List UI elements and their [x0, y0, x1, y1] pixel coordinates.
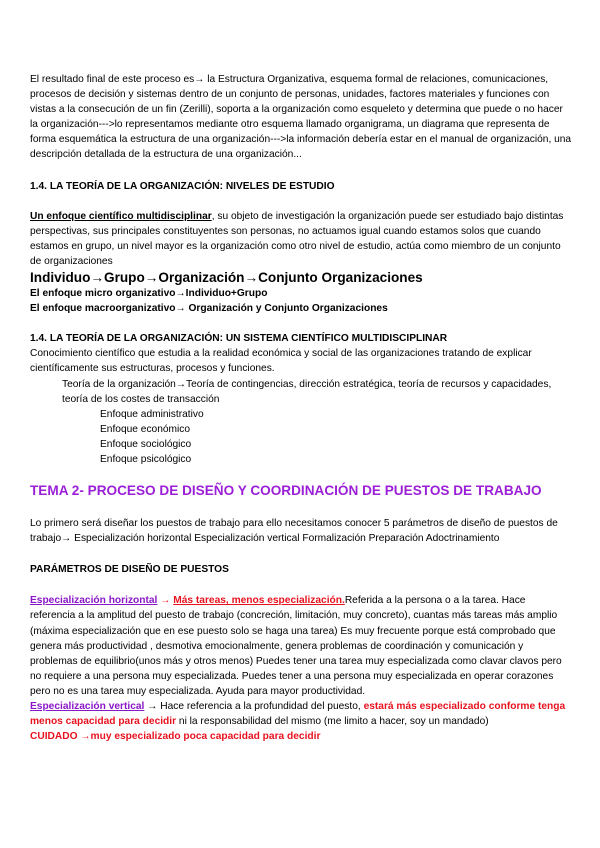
enfoque-text: , su objeto de investigación la organización puede ser estudiado bajo distintas perspectivas, sus principales constituyentes son personas, no actuamos igual cuando estamos solos que cuando estamos en grupo, un nivel mayor es la organización como otro nivel de estudio, actúa como miembro de un conjunto de organizaciones	[30, 210, 564, 267]
eh-term: Especialización horizontal	[30, 595, 158, 607]
levels-line: Individuo→Grupo→Organización→Conjunto Organizaciones	[30, 270, 423, 286]
enfoque-paragraph	[30, 209, 572, 269]
ev-text-2: ni la responsabilidad del mismo (me limito a hacer, soy un mandado)	[176, 716, 489, 728]
document-page	[30, 72, 572, 744]
eh-arrow: →	[157, 595, 174, 607]
enfoque-item: Enfoque administrativo	[100, 408, 204, 420]
enfoque-item: Enfoque psicológico	[100, 453, 192, 465]
especializacion-vertical-paragraph	[30, 699, 572, 729]
cuidado-line: CUIDADO →muy especializado poca capacidad para decidir	[30, 731, 321, 743]
ev-text-1: → Hace referencia a la profundidad del puesto,	[144, 701, 364, 712]
heading-sistema-cientifico: 1.4. LA TEORÍA DE LA ORGANIZACIÓN: UN SISTEMA CIENTÍFICO MULTIDISCIPLINAR	[30, 333, 448, 345]
ev-term: Especialización vertical	[30, 701, 145, 712]
conocimiento-paragraph: Conocimiento científico que estudia a la realidad económica y social de las organizaciones tratando de explicar científicamente sus estructuras, procesos y funciones.	[30, 348, 532, 375]
tema2-paragraph: Lo primero será diseñar los puestos de trabajo para ello necesitamos conocer 5 parámetros de diseño de puestos de trabajo→ Especialización horizontal Especialización vertical Formalización Preparación Adoctrinamiento	[30, 518, 558, 545]
heading-parametros: PARÁMETROS DE DISEÑO DE PUESTOS	[30, 564, 229, 576]
teoria-paragraph: Teoría de la organización→Teoría de contingencias, dirección estratégica, teoría de recursos y capacidades, teoría de los costes de transacción	[62, 378, 552, 405]
micro-line: El enfoque micro organizativo→Individuo+Grupo	[30, 288, 268, 300]
enfoque-item: Enfoque sociológico	[100, 438, 192, 450]
enfoque-item: Enfoque económico	[100, 423, 191, 435]
heading-niveles-estudio: 1.4. LA TEORÍA DE LA ORGANIZACIÓN: NIVELES DE ESTUDIO	[30, 180, 335, 192]
macro-line: El enfoque macroorganizativo→ Organización y Conjunto Organizaciones	[30, 303, 388, 315]
eh-text: Referida a la persona o a la tarea. Hace referencia a la amplitud del puesto de trabajo (concreción, limitación, muy concreto), cuantas más tareas más amplio (máxima especialización que en ese puesto solo se haga una tarea) Es muy frecuente porque está comprobado que genera más productividad , desmotiva emocionalmente, genera problemas de coordinación y comunicación y problemas de equilibrio(unos más y otros menos) Puedes tener una tarea muy especializada como clavar clavos pero no requiere a una persona muy especializada. Puedes tener a una persona muy especializada en operar corazones pero no es una tarea muy especializada. Ayuda para mayor productividad.	[30, 595, 562, 697]
eh-highlight: Más tareas, menos especialización.	[173, 595, 345, 607]
ev-highlight: estará más especializado conforme tenga menos capacidad para decidir	[30, 701, 566, 728]
enfoque-term: Un enfoque científico multidisciplinar	[30, 210, 212, 222]
intro-paragraph: El resultado final de este proceso es→ la Estructura Organizativa, esquema formal de relaciones, comunicaciones, procesos de decisión y sistemas dentro de un conjunto de personas, unidades, factores materiales y funciones con vistas a la consecución de un fin (Zerilli), soporta a la organización como esqueleto y determina que puede o no hacer la organización--->lo representamos mediante otro esquema llamado organigrama, un diagrama que representa de forma esquemática la estructura de una organización--->la información debería estar en el manual de organización, una descripción detallada de la estructura de una organización...	[30, 74, 572, 161]
tema2-title: TEMA 2- PROCESO DE DISEÑO Y COORDINACIÓN DE PUESTOS DE TRABAJO	[30, 483, 542, 499]
especializacion-horizontal-paragraph	[30, 593, 572, 699]
